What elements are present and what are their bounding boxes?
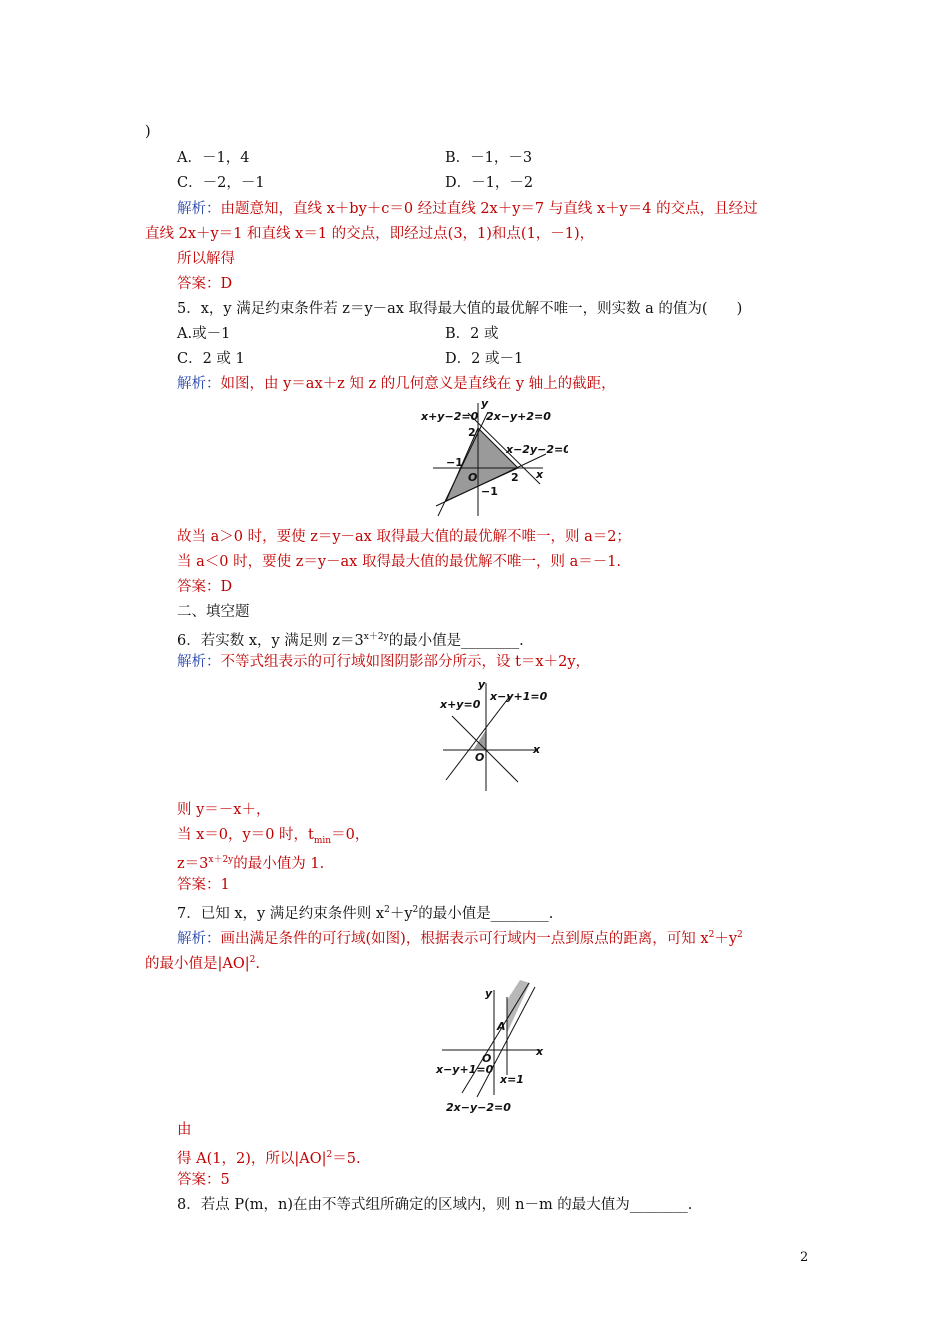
- q4-answer: 答案：D: [177, 276, 233, 292]
- q6-solution-line-2: 则 y＝－x＋，: [177, 802, 271, 818]
- y-axis-label: y: [485, 987, 493, 1000]
- q5-option-c: C．2 或 1: [177, 351, 245, 367]
- square-exponent: 2: [708, 930, 715, 940]
- solution-text: 如图，由 y＝ax＋z 知 z 的几何意义是直线在 y 轴上的截距，: [220, 376, 616, 392]
- q6-exponent: x＋2y: [208, 855, 234, 865]
- y-axis-label: y: [478, 678, 486, 691]
- q4-solution-line-3: 所以解得: [177, 251, 235, 267]
- solution-label: 解析：: [177, 930, 221, 947]
- q7-stem-part: 7．已知 x，y 满足约束条件则 x: [177, 905, 385, 922]
- solution-text: ＝5.: [332, 1150, 361, 1167]
- tick-label-y2: 2: [468, 426, 476, 439]
- label-x-y+1: x−y+1=0: [490, 690, 548, 703]
- origin-label: O: [468, 471, 478, 484]
- q4-option-a: A．－1，4: [177, 150, 250, 166]
- solution-text: .: [255, 955, 260, 972]
- label-x+y-2: x+y−2=0: [421, 410, 479, 423]
- q7-answer: 答案：5: [177, 1172, 230, 1188]
- line-x+y: [452, 716, 518, 782]
- q4-option-d: D．－1，－2: [445, 175, 534, 191]
- q5-answer: 答案：D: [177, 579, 233, 595]
- q6-answer: 答案：1: [177, 877, 230, 893]
- x-axis-label: x: [533, 743, 541, 756]
- y-axis-label: y: [481, 398, 489, 410]
- solution-text: 的最小值是|AO|: [145, 955, 250, 972]
- q5-option-d: D．2 或－1: [445, 351, 524, 367]
- label-x+y: x+y=0: [440, 698, 481, 711]
- label-2x-y+2: 2x−y+2=0: [486, 410, 551, 423]
- q7-solution-line-3: 由: [177, 1122, 192, 1138]
- square-exponent: 2: [384, 905, 390, 915]
- q5-option-a: A.或－1: [177, 326, 231, 342]
- q6-stem: [177, 627, 524, 651]
- q6-stem-part: 的最小值是________.: [388, 632, 524, 649]
- solution-label: 解析：: [177, 654, 221, 670]
- label-x-y+1: x−y+1=0: [436, 1063, 494, 1076]
- solution-label: 解析：: [177, 376, 221, 392]
- q6-solution-line-4: [177, 850, 324, 874]
- text-line: ): [145, 124, 151, 140]
- square-exponent: 2: [737, 930, 743, 940]
- tick-label-x-neg1: −1: [446, 456, 463, 469]
- square-exponent: 2: [249, 955, 256, 965]
- q6-stem-part: 6．若实数 x，y 满足则 z＝3: [177, 632, 364, 649]
- q7-stem: [177, 900, 553, 924]
- q7-stem-part: ＋y: [389, 905, 413, 922]
- q7-solution-line-1: [177, 925, 743, 949]
- q6-sol-part: ＝0，: [331, 827, 370, 843]
- label-2x-y-2: 2x−y−2=0: [446, 1101, 511, 1114]
- q6-sol-part: 当 x＝0，y＝0 时，t: [177, 827, 314, 843]
- q5-option-b: B．2 或: [445, 326, 499, 342]
- label-x-2y-2: x−2y−2=0: [506, 443, 568, 456]
- q8-stem: 8．若点 P(m，n)在由不等式组所确定的区域内，则 n－m 的最大值为________.: [177, 1197, 693, 1213]
- tick-label-y-neg1: −1: [481, 485, 498, 498]
- q7-stem-part: 的最小值是________.: [418, 905, 554, 922]
- solution-label: 解析：: [177, 201, 221, 217]
- label-x=1: x=1: [500, 1073, 524, 1086]
- q5-solution-line-3: 当 a＜0 时，要使 z＝y－ax 取得最大值的最优解不唯一，则 a＝－1.: [177, 554, 622, 570]
- q7-solution-line-4: [177, 1145, 361, 1169]
- q4-solution-line-2: 直线 2x＋y＝1 和直线 x＝1 的交点，即经过点(3，1)和点(1，－1)，: [145, 226, 595, 242]
- q5-solution-line-1: [177, 374, 616, 394]
- q6-sol-part: z＝3: [177, 855, 209, 872]
- solution-text: ＋y: [714, 930, 738, 947]
- q5-stem: 5．x，y 满足约束条件若 z＝y－ax 取得最大值的最优解不唯一，则实数 a 的值为( ): [177, 301, 743, 317]
- origin-label: O: [475, 751, 485, 764]
- q6-sol-part: 的最小值为 1.: [233, 855, 325, 872]
- q6-subscript: min: [313, 835, 332, 846]
- solution-text: 由题意知，直线 x＋by＋c＝0 经过直线 2x＋y＝7 与直线 x＋y＝4 的交点，且经过: [220, 201, 758, 217]
- square-exponent: 2: [326, 1150, 333, 1160]
- figure-feasible-region-q6: [438, 678, 548, 793]
- page-number: 2: [800, 1250, 809, 1265]
- point-a-label: A: [497, 1020, 506, 1033]
- origin-label: O: [482, 1052, 492, 1065]
- tick-label-x2: 2: [511, 471, 519, 484]
- square-exponent: 2: [412, 905, 419, 915]
- figure-feasible-region-q5: [418, 398, 568, 520]
- q5-solution-line-2: 故当 a＞0 时，要使 z＝y－ax 取得最大值的最优解不唯一，则 a＝2；: [177, 529, 631, 545]
- q4-solution-line-1: [177, 199, 758, 219]
- solution-text: 画出满足条件的可行域(如图)，根据表示可行域内一点到原点的距离，可知 x: [220, 930, 709, 947]
- x-axis-label: x: [536, 468, 544, 481]
- q6-solution-line-3: [177, 825, 369, 851]
- shaded-region: [473, 730, 486, 750]
- solution-text: 不等式组表示的可行域如图阴影部分所示，设 t＝x＋2y，: [220, 654, 591, 670]
- x-axis-label: x: [536, 1045, 544, 1058]
- q6-solution-line-1: [177, 652, 590, 672]
- q4-option-c: C．－2，－1: [177, 175, 265, 191]
- q6-exponent: x＋2y: [363, 632, 389, 642]
- solution-text: 得 A(1，2)，所以|AO|: [177, 1150, 327, 1167]
- section-heading: 二、填空题: [177, 604, 250, 620]
- figure-feasible-region-q7: [432, 975, 552, 1115]
- q7-solution-line-2: [145, 950, 260, 974]
- q4-option-b: B．－1，－3: [445, 150, 533, 166]
